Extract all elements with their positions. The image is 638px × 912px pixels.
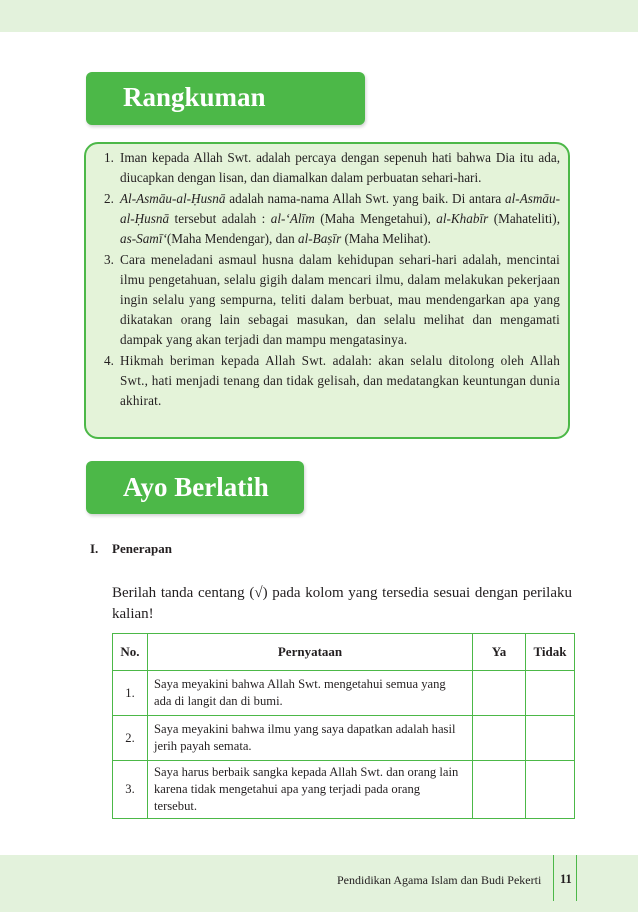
summary-term: al-Khabīr (436, 211, 489, 226)
top-band (0, 0, 638, 32)
summary-item (104, 351, 560, 411)
summary-term: Al-Asmāu-al-Ḥusnā (120, 191, 226, 206)
summary-term: al-ʻAlīm (270, 211, 315, 226)
footer-band (0, 855, 638, 912)
summary-text-segment: Hikmah beriman kepada Allah Swt. adalah: akan selalu ditolong oleh Allah Swt., hati menjadi tenang dan tidak gelisah, dan medatangkan keuntungan dunia akhirat. (120, 353, 560, 408)
ya-checkbox-cell[interactable] (473, 761, 526, 819)
table-row (113, 716, 575, 761)
checklist-table-wrap (112, 633, 575, 819)
summary-term: as-Samīʻ (120, 231, 167, 246)
part-label: Penerapan (112, 541, 172, 556)
summary-item-number: 1. (104, 150, 114, 165)
part-title (90, 541, 172, 557)
summary-item-text (120, 250, 560, 350)
summary-text-segment: (Maha Melihat). (341, 231, 431, 246)
row-statement: Saya meyakini bahwa ilmu yang saya dapatkan adalah hasil jerih payah semata. (148, 716, 473, 761)
header-statement: Pernyataan (148, 634, 473, 671)
tidak-checkbox-cell[interactable] (526, 761, 575, 819)
part-number: I. (90, 541, 99, 556)
table-row (113, 761, 575, 819)
header-tidak: Tidak (526, 634, 575, 671)
checklist-table (112, 633, 575, 819)
row-statement: Saya meyakini bahwa Allah Swt. mengetahui semua yang ada di langit dan di bumi. (148, 671, 473, 716)
ya-checkbox-cell[interactable] (473, 716, 526, 761)
summary-item (104, 148, 560, 188)
summary-text-segment: tersebut adalah : (169, 211, 271, 226)
summary-term: al-Asmāu-al-Ḥusnā (120, 191, 560, 226)
summary-text-segment: (Mahateliti), (488, 211, 560, 226)
tidak-checkbox-cell[interactable] (526, 716, 575, 761)
header-no: No. (113, 634, 148, 671)
page-number: 11 (560, 872, 572, 886)
table-row (113, 671, 575, 716)
summary-item-number: 3. (104, 252, 114, 267)
row-number: 1. (113, 671, 148, 716)
summary-item-number: 4. (104, 353, 114, 368)
summary-item-text (120, 351, 560, 411)
summary-heading-text: Rangkuman (123, 82, 266, 112)
instruction-text: Berilah tanda centang (√) pada kolom yang tersedia sesuai dengan perilaku kalian! (112, 585, 572, 622)
summary-item-text (120, 189, 560, 249)
summary-item-number: 2. (104, 191, 114, 206)
summary-text-segment: Cara meneladani asmaul husna dalam kehidupan sehari-hari adalah, mencintai ilmu pengetahuan, selalu gigih dalam mencari ilmu, dalam melakukan pekerjaan ingin selalu yang sempurna, teliti dalam berbuat, mau mendengarkan apa yang dikatakan orang lain sebagai masukan, dan selalu melihat dan mengamati dampak yang akan terjadi dan mampu mengatasinya. (120, 252, 560, 347)
row-statement: Saya harus berbaik sangka kepada Allah Swt. dan orang lain karena tidak mengetahui apa yang terjadi pada orang tersebut. (148, 761, 473, 819)
footer-book-title: Pendidikan Agama Islam dan Budi Pekerti (337, 873, 542, 887)
summary-text-segment: (Maha Mengetahui), (314, 211, 437, 226)
summary-text-segment: adalah nama-nama Allah Swt. yang baik. Di antara (225, 191, 506, 206)
summary-item (104, 250, 560, 350)
row-number: 3. (113, 761, 148, 819)
footer-divider (576, 855, 577, 901)
summary-item (104, 189, 560, 249)
ya-checkbox-cell[interactable] (473, 671, 526, 716)
row-number: 2. (113, 716, 148, 761)
summary-list (104, 148, 560, 412)
summary-heading (86, 72, 365, 125)
tidak-checkbox-cell[interactable] (526, 671, 575, 716)
exercise-heading (86, 461, 304, 514)
summary-text-segment: Iman kepada Allah Swt. adalah percaya dengan sepenuh hati bahwa Dia itu ada, diucapkan dengan lisan, dan diamalkan dalam perbuatan sehari-hari. (120, 150, 560, 185)
summary-term: al-Baṣīr (297, 231, 342, 246)
summary-item-text (120, 148, 560, 188)
header-ya: Ya (473, 634, 526, 671)
footer-divider (553, 855, 554, 901)
table-header-row (113, 634, 575, 671)
exercise-heading-text: Ayo Berlatih (123, 472, 269, 502)
summary-text-segment: (Maha Mendengar), dan (166, 231, 298, 246)
